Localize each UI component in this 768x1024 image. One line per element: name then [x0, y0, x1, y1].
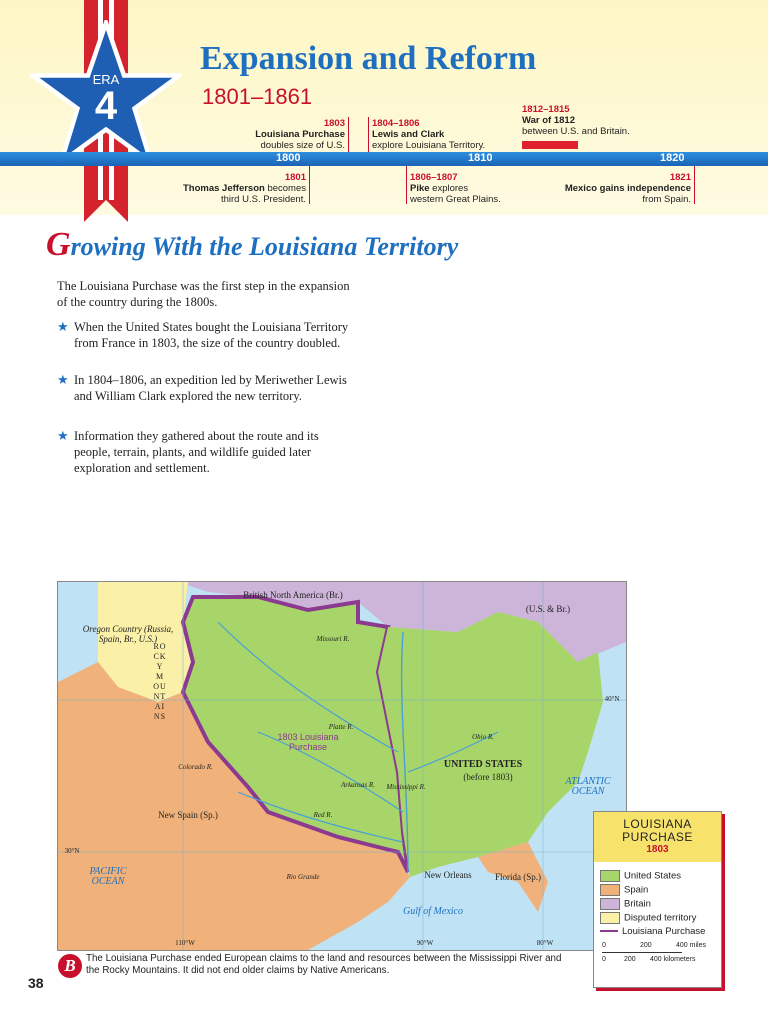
- legend-item-disputed: Disputed territory: [600, 912, 721, 926]
- map-label-ohio: Ohio R.: [472, 733, 494, 741]
- map-label-lon110: 110°W: [175, 939, 195, 947]
- timeline-marker: [368, 117, 369, 153]
- intro-paragraph: The Louisiana Purchase was the first step in the expansion of the country during the 1800s.: [57, 279, 350, 309]
- timeline-marker: [406, 166, 407, 204]
- timeline-event-1801: 1801 Thomas Jefferson becomes third U.S. President.: [182, 172, 306, 205]
- map-label-oregon: Oregon Country (Russia, Spain, Br., U.S.): [82, 624, 174, 644]
- timeline-event-1804: 1804–1806 Lewis and Clark explore Louisiana Territory.: [372, 118, 486, 151]
- timeline-tick-1800: 1800: [276, 152, 301, 164]
- map-label-rocky: ROCKY MOUNTAINS: [153, 642, 167, 721]
- map-label-us-sub: (before 1803): [463, 772, 513, 782]
- timeline-marker: [694, 166, 695, 204]
- era-number: 4: [94, 84, 118, 128]
- louisiana-purchase-map: [57, 581, 627, 951]
- era-label: ERA: [92, 72, 120, 87]
- legend-scale: 0 200 400 miles 0 200 400 kilometers: [602, 942, 706, 963]
- legend-year: 1803: [646, 844, 669, 855]
- timeline-tick-1820: 1820: [660, 152, 685, 164]
- map-label-arkansas: Arkansas R.: [341, 781, 375, 789]
- timeline-event-1812: 1812–1815 War of 1812 between U.S. and Britain.: [522, 104, 630, 137]
- bullet-item: ★ When the United States bought the Louisiana Territory from France in 1803, the size of the country doubled.: [57, 319, 349, 350]
- map-label-colorado: Colorado R.: [178, 763, 213, 771]
- section-heading: Growing With the Louisiana Territory: [46, 226, 459, 263]
- map-label-us: UNITED STATES: [443, 759, 523, 770]
- map-label-new-spain: New Spain (Sp.): [158, 810, 218, 820]
- bullet-item: ★ In 1804–1806, an expedition led by Meriwether Lewis and William Clark explored the new territory.: [57, 372, 347, 403]
- timeline-bar: [0, 152, 768, 166]
- timeline-event-1803: 1803 Louisiana Purchase doubles size of U.S.: [255, 118, 345, 151]
- legend-item-spain: Spain: [600, 884, 721, 898]
- map-legend: [593, 811, 722, 988]
- map-label-lon80: 80°W: [536, 939, 554, 947]
- star-bullet-icon: ★: [57, 428, 69, 443]
- map-label-florida: Florida (Sp.): [495, 872, 541, 882]
- war-duration-bar: [522, 141, 578, 149]
- legend-item-us: United States: [600, 870, 721, 884]
- caption-badge: B: [58, 954, 82, 978]
- map-label-new-orleans: New Orleans: [424, 870, 472, 880]
- map-label-lon90: 90°W: [416, 939, 434, 947]
- legend-title-1: LOUISIANA: [623, 817, 692, 831]
- map-label-gulf: Gulf of Mexico: [403, 906, 463, 917]
- star-bullet-icon: ★: [57, 372, 69, 387]
- map-label-missouri: Missouri R.: [316, 635, 350, 643]
- era-years: 1801–1861: [202, 84, 313, 109]
- legend-item-purchase: Louisiana Purchase: [600, 926, 721, 940]
- star-bullet-icon: ★: [57, 319, 69, 334]
- timeline-marker: [348, 117, 349, 153]
- map-label-lat30: 30°N: [64, 847, 80, 855]
- map-label-platte: Platte R.: [328, 723, 354, 731]
- map-caption: The Louisiana Purchase ended European claims to the land and resources between the Mississippi River and the Rocky Mountains. It did not end older claims by Native Americans.: [86, 953, 562, 976]
- map-label-usbr: (U.S. & Br.): [525, 604, 571, 614]
- timeline-marker: [309, 166, 310, 204]
- map-label-mississippi: Mississippi R.: [386, 783, 426, 791]
- page-title: Expansion and Reform: [200, 40, 537, 77]
- legend-title-2: PURCHASE: [622, 830, 693, 844]
- timeline-event-1806: 1806–1807 Pike explores western Great Plains.: [410, 172, 501, 205]
- legend-item-britain: Britain: [600, 898, 721, 912]
- page-number: 38: [28, 975, 44, 991]
- map-label-lat40: 40°N: [604, 695, 620, 703]
- map-label-purchase: 1803 Louisiana Purchase: [277, 732, 339, 752]
- bullet-item: ★ Information they gathered about the route and its people, terrain, plants, and wildlife guided later exploration and settlement.: [57, 428, 319, 475]
- map-label-british: British North America (Br.): [243, 590, 343, 600]
- map-label-atlantic: ATLANTIC OCEAN: [565, 776, 611, 797]
- map-label-pacific: PACIFIC OCEAN: [89, 866, 127, 887]
- map-label-red: Red R.: [313, 811, 333, 819]
- timeline-event-1821: 1821 Mexico gains independence from Spain.: [564, 172, 691, 205]
- map-label-rio: Rio Grande: [286, 873, 320, 881]
- timeline-tick-1810: 1810: [468, 152, 493, 164]
